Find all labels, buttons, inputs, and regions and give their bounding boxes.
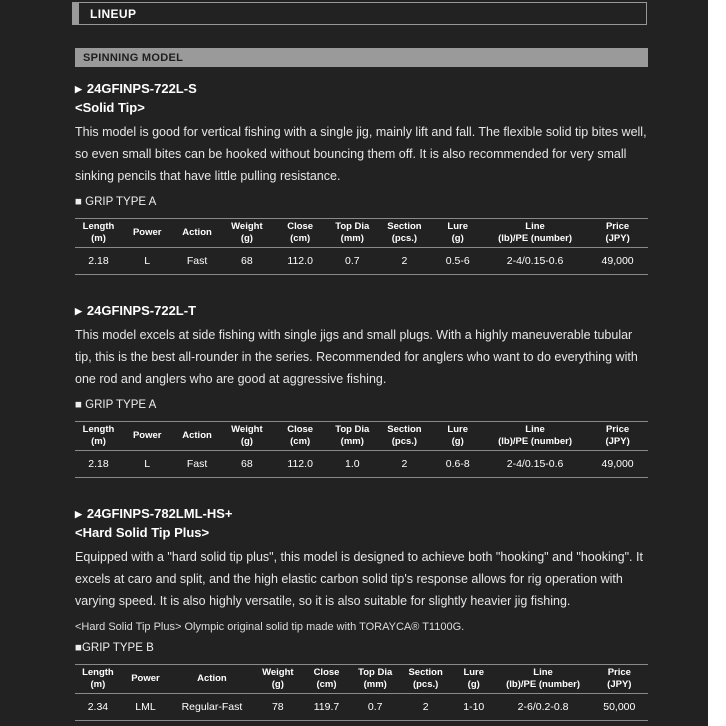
- category-title: SPINNING MODEL: [83, 51, 184, 64]
- col-weight: Weight (g): [262, 667, 294, 690]
- col-price: Price (JPY): [605, 221, 630, 244]
- grip-type-label: ■GRIP TYPE B: [75, 642, 154, 654]
- page-background-strip: [708, 0, 726, 726]
- triangle-right-icon: ▶: [75, 305, 82, 316]
- spec-weight: 78: [271, 701, 284, 713]
- grip-type-label: ■ GRIP TYPE A: [75, 399, 157, 411]
- spec-price: 49,000: [601, 458, 634, 470]
- col-topdia: Top Dia (mm): [358, 667, 393, 690]
- col-length: Length (m): [82, 424, 115, 447]
- table-row: [75, 451, 648, 478]
- col-section: Section (pcs.): [387, 221, 422, 244]
- spec-table-1: [75, 218, 648, 275]
- spec-weight: 68: [241, 255, 253, 267]
- col-price: Price (JPY): [607, 667, 632, 690]
- spec-length: 2.18: [88, 458, 109, 470]
- col-weight: Weight (g): [231, 424, 263, 447]
- table-header-row: [75, 219, 648, 248]
- col-topdia: Top Dia (mm): [335, 424, 370, 447]
- spec-table-2: [75, 421, 648, 478]
- category-bar: [75, 48, 648, 67]
- col-section: Section (pcs.): [387, 424, 422, 447]
- lineup-header: [72, 2, 647, 25]
- triangle-right-icon: ▶: [75, 83, 82, 94]
- col-length: Length (m): [82, 667, 114, 690]
- col-lure: Lure (g): [447, 424, 468, 447]
- col-line: Line (lb)/PE (number): [498, 221, 572, 244]
- spec-power: LML: [135, 701, 156, 713]
- spec-section: 2: [401, 458, 408, 470]
- spec-line: 2-4/0.15-0.6: [506, 458, 564, 470]
- lineup-title: LINEUP: [90, 6, 137, 21]
- model-name: 24GFINPS-722L-T: [86, 303, 197, 318]
- table-header-row: [75, 422, 648, 451]
- spec-action: Regular-Fast: [181, 701, 243, 713]
- col-lure: Lure (g): [463, 667, 485, 690]
- table-row: [75, 694, 648, 721]
- model-subtitle: <Solid Tip>: [75, 100, 145, 115]
- spec-lure: 0.5-6: [445, 255, 470, 267]
- col-section: Section (pcs.): [408, 667, 443, 690]
- model-title-24gfinps-722l-s: [75, 81, 648, 96]
- spec-power: L: [144, 255, 151, 267]
- spec-length: 2.34: [87, 701, 109, 713]
- model-description: Equipped with a "hard solid tip plus", this model is designed to achieve both "hooking" and "hooking". It excels at caro and split, and the high elastic carbon solid tip's response allows for rig operation with varying speed. It is also highly versatile, so it is also suitable for slightly heavier jig fishing.: [75, 550, 643, 608]
- model-description: This model excels at side fishing with single jigs and small plugs. With a highly maneuverable tubular tip, this is the best all-rounder in the series. Recommended for anglers who want to do everything with one rod and anglers who are good at aggressive fishing.: [75, 328, 638, 386]
- model-title-24gfinps-722l-t: [75, 303, 648, 318]
- model-description: This model is good for vertical fishing with a single jig, mainly lift and fall. The flexible solid tip bites well, so even small bites can be hooked without bouncing them off. It is also recommended for very small sinking pencils that have little pulling resistance.: [75, 125, 647, 183]
- spec-table-3: [75, 664, 648, 721]
- col-power: Power: [132, 430, 162, 441]
- spec-topdia: 0.7: [344, 255, 360, 267]
- col-length: Length (m): [82, 221, 115, 244]
- spec-lure: 0.6-8: [445, 458, 470, 470]
- spec-power: L: [144, 458, 151, 470]
- spec-section: 2: [422, 701, 429, 713]
- col-topdia: Top Dia (mm): [335, 221, 370, 244]
- model-title-24gfinps-782lml-hs: [75, 506, 648, 521]
- model-name: 24GFINPS-782LML-HS+: [86, 506, 233, 521]
- spec-price: 49,000: [601, 255, 634, 267]
- spec-topdia: 1.0: [344, 458, 360, 470]
- spec-line: 2-4/0.15-0.6: [506, 255, 564, 267]
- table-header-row: [75, 665, 648, 694]
- model-note: <Hard Solid Tip Plus> Olympic original solid tip made with TORAYCA® T1100G.: [75, 621, 465, 633]
- spec-close: 112.0: [287, 255, 313, 267]
- grip-type-label: ■ GRIP TYPE A: [75, 196, 157, 208]
- col-weight: Weight (g): [231, 221, 263, 244]
- model-name: 24GFINPS-722L-S: [86, 81, 197, 96]
- col-power: Power: [131, 673, 160, 684]
- spec-action: Fast: [186, 458, 208, 470]
- col-close: Close (cm): [287, 221, 314, 244]
- spec-close: 119.7: [313, 701, 340, 713]
- col-close: Close (cm): [287, 424, 314, 447]
- model-subtitle: <Hard Solid Tip Plus>: [75, 525, 210, 540]
- spec-line: 2-6/0.2-0.8: [517, 701, 569, 713]
- col-action: Action: [182, 430, 212, 441]
- spec-price: 50,000: [603, 701, 636, 713]
- content-column: [75, 2, 648, 721]
- col-action: Action: [197, 673, 227, 684]
- spec-weight: 68: [241, 458, 253, 470]
- table-row: [75, 248, 648, 275]
- col-close: Close (cm): [313, 667, 340, 690]
- triangle-right-icon: ▶: [75, 508, 82, 519]
- col-price: Price (JPY): [605, 424, 630, 447]
- spec-topdia: 0.7: [367, 701, 383, 713]
- spec-close: 112.0: [287, 458, 313, 470]
- col-line: Line (lb)/PE (number): [506, 667, 581, 690]
- col-action: Action: [182, 227, 212, 238]
- col-lure: Lure (g): [447, 221, 468, 244]
- spec-section: 2: [401, 255, 408, 267]
- col-line: Line (lb)/PE (number): [498, 424, 572, 447]
- spec-action: Fast: [186, 255, 208, 267]
- spec-lure: 1-10: [463, 701, 485, 713]
- col-power: Power: [132, 227, 162, 238]
- spec-length: 2.18: [88, 255, 109, 267]
